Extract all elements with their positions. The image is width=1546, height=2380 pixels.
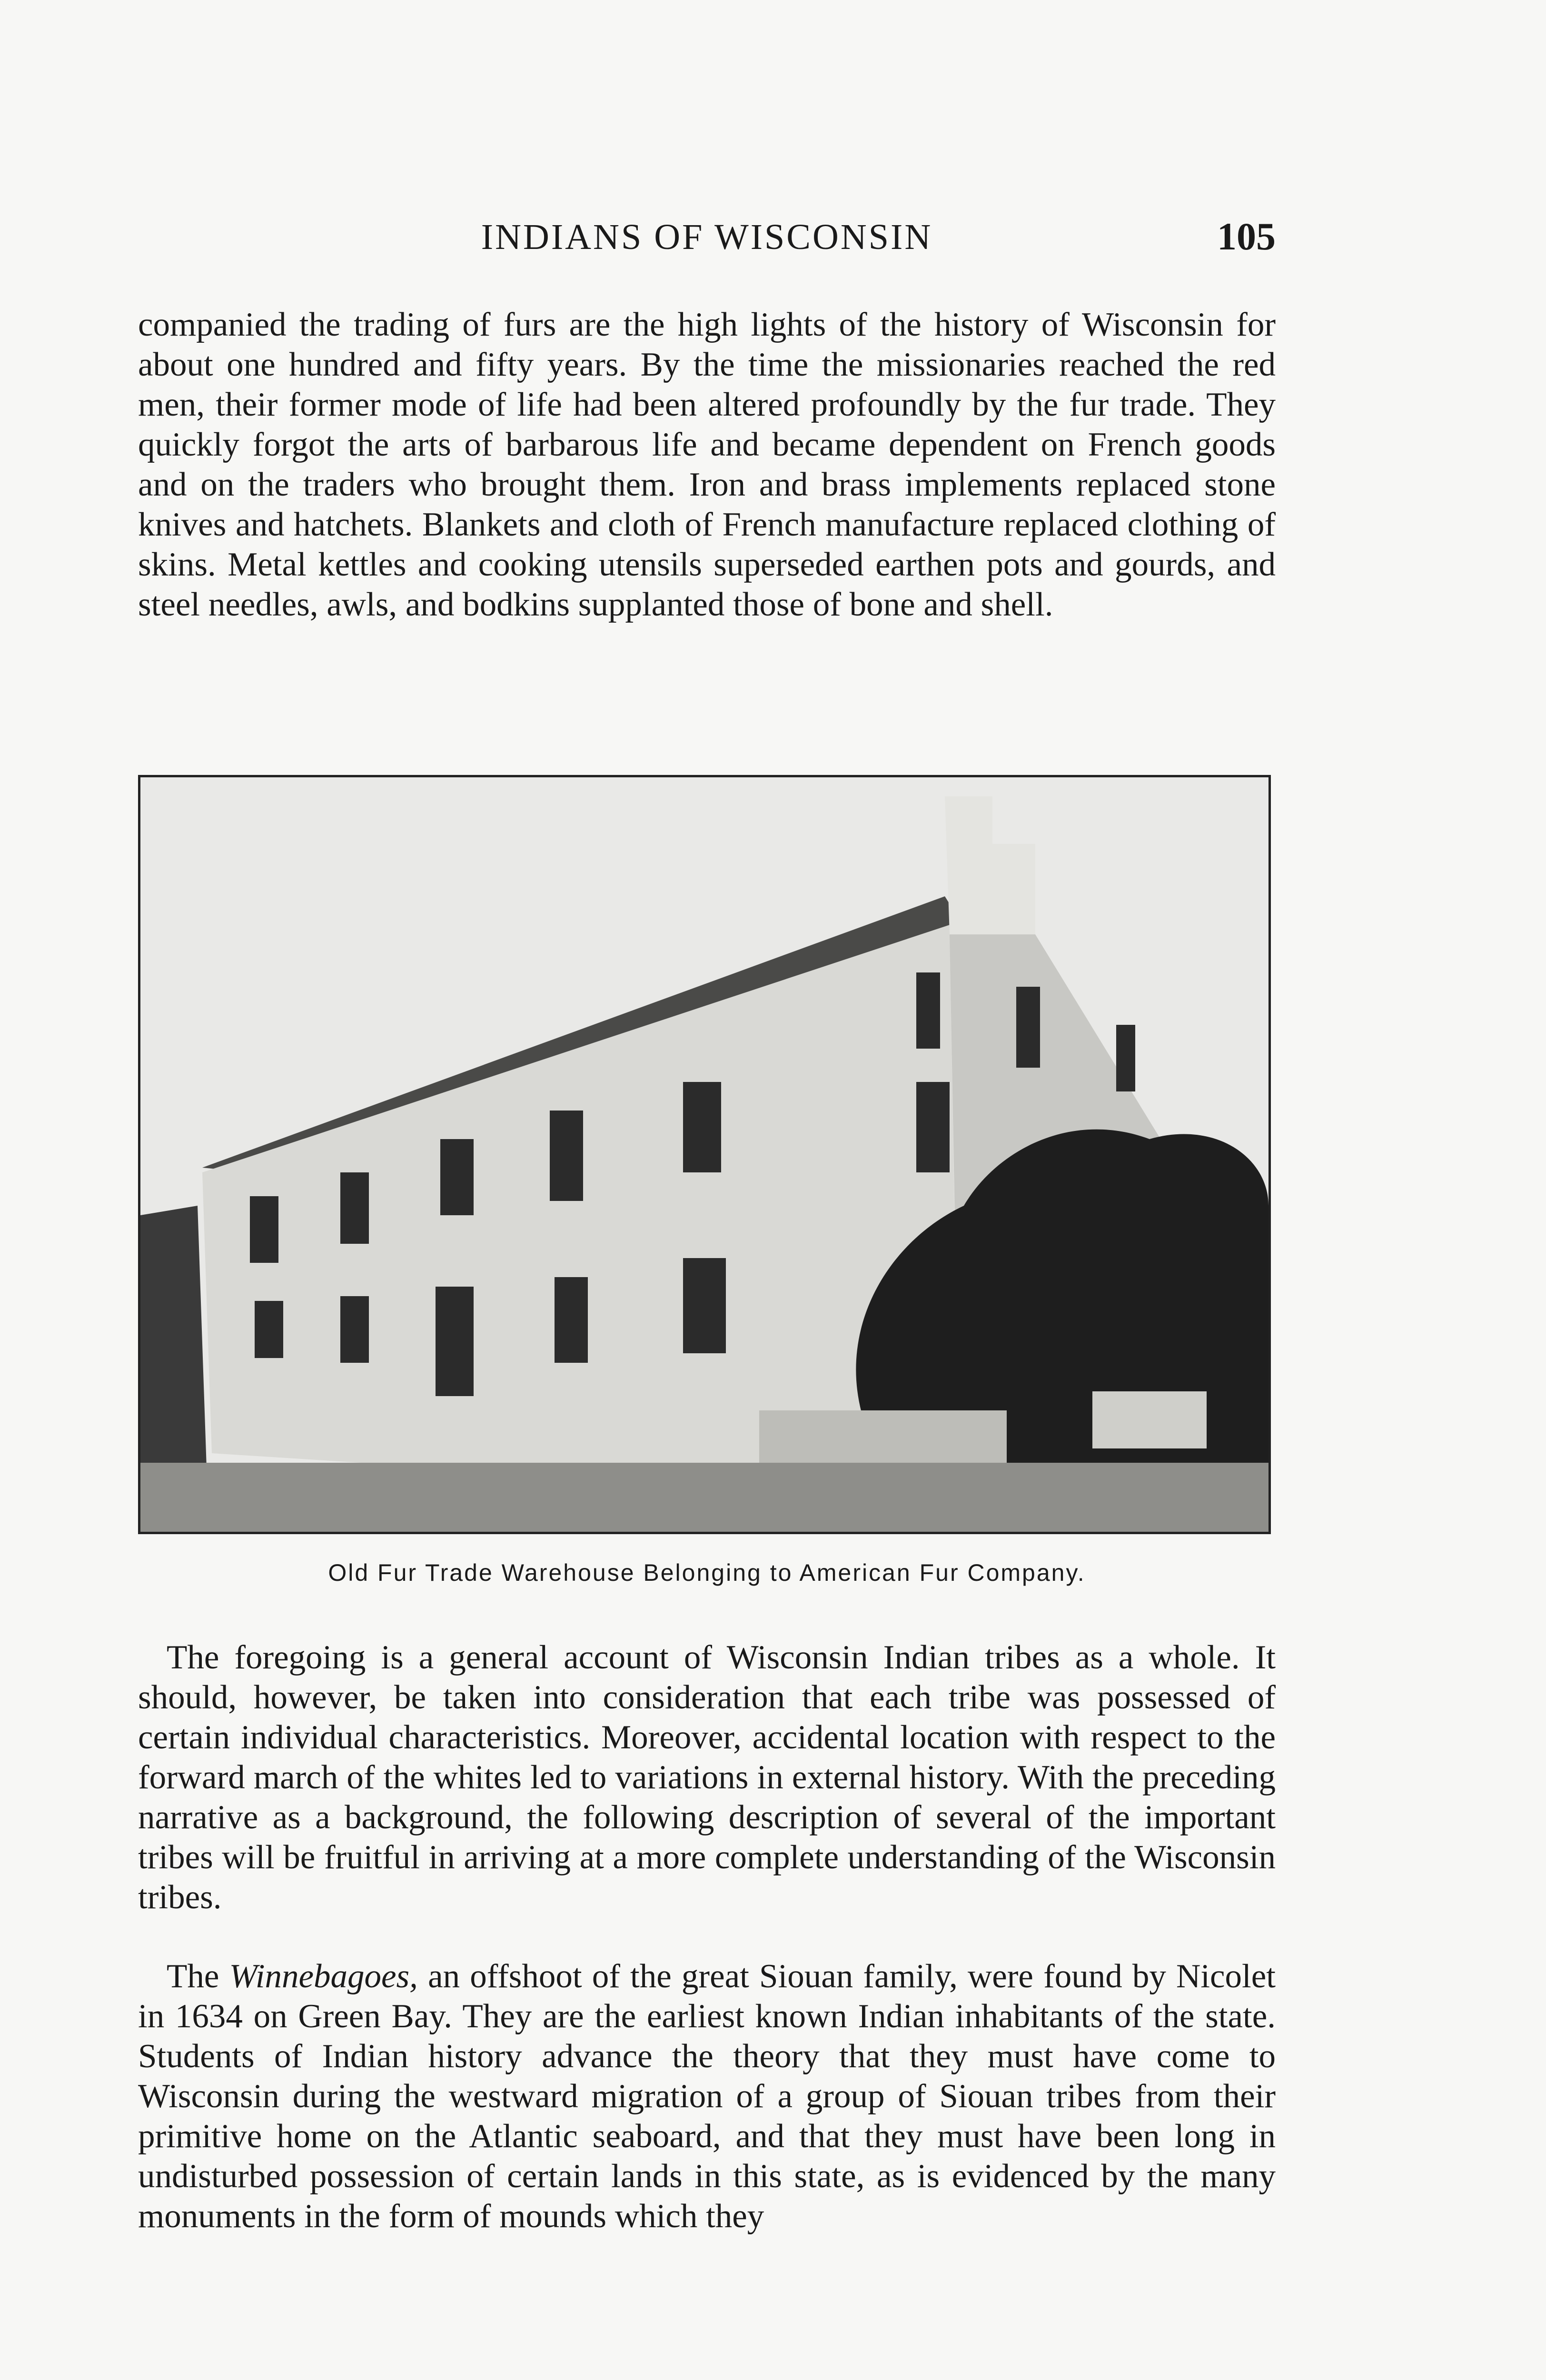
winnebagoes-emphasis: Winnebagoes, [229, 1958, 418, 1995]
body-paragraph-1: companied the trading of furs are the high lights of the history of Wisconsin for about one hundred and fifty years. By the time the missionaries reached the red men, their former mode of life had been altered profoundly by the fur trade. They quickly forgot the arts of barbarous life and became dependent on French goods and on the traders who brought them. Iron and brass implements replaced stone knives and hatchets. Blankets and cloth of French manufacture replaced clothing of skins. Metal kettles and cooking utensils superseded earthen pots and gourds, and steel needles, awls, and bodkins supplanted those of bone and shell. [138, 306, 1276, 623]
warehouse-photograph [138, 775, 1271, 1534]
paragraph-3-rest: an offshoot of the great Siouan family, were found by Nicolet in 1634 on Green Bay. They are the earliest known Indian inhabitants of the state. Students of Indian history advance the theory that they must have come to Wisconsin during the westward migration of a group of Siouan tribes from their primitive home on the Atlantic seaboard, and that they must have been long in undisturbed possession of certain lands in this state, as is evidenced by the many monuments in the form of mounds which they [138, 1958, 1276, 2235]
running-title: INDIANS OF WISCONSIN [481, 217, 933, 257]
body-paragraph-3 [138, 1956, 1276, 2236]
page-header [138, 212, 1276, 264]
warehouse-photo-illustration [140, 777, 1269, 1532]
paragraph-3-lead: The [167, 1958, 219, 1995]
figure-caption: Old Fur Trade Warehouse Belonging to American Fur Company. [328, 1559, 1086, 1586]
body-paragraph-2: The foregoing is a general account of Wisconsin Indian tribes as a whole. It should, however, be taken into consideration that each tribe was possessed of certain individual characteristics. Moreover, accidental location with respect to the forward march of the whites led to variations in external history. With the preceding narrative as a background, the following description of several of the important tribes will be fruitful in arriving at a more complete understanding of the Wisconsin tribes. [138, 1639, 1276, 1916]
page-number: 105 [1217, 215, 1276, 258]
